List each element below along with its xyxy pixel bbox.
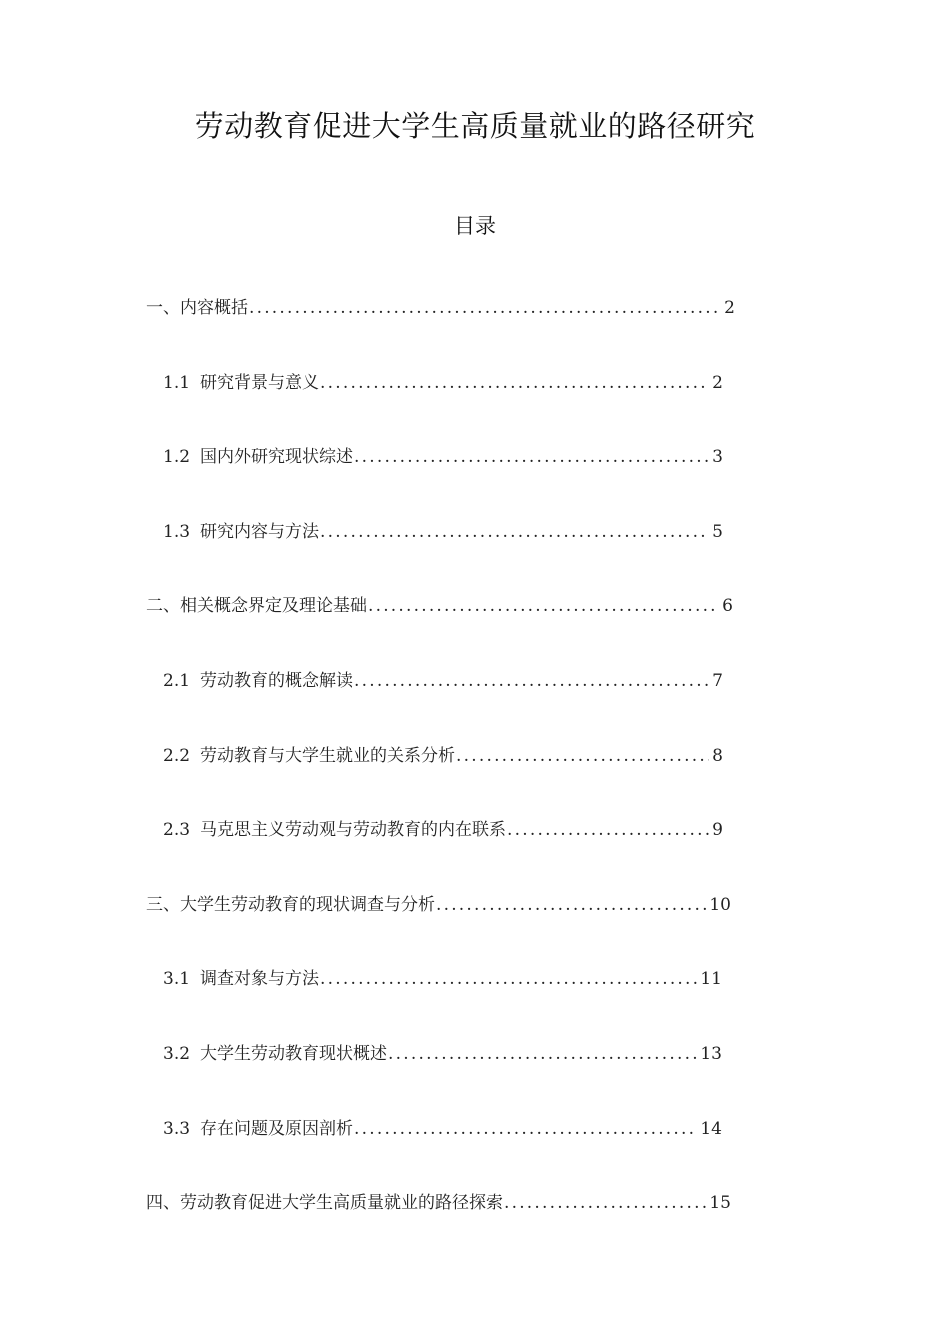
toc-entry[interactable]: [163, 371, 723, 395]
document-title: 劳动教育促进大学生高质量就业的路径研究: [194, 109, 756, 143]
toc-entry[interactable]: [163, 818, 723, 842]
toc-entry[interactable]: [163, 1117, 722, 1141]
toc-dot-leader: [320, 520, 709, 544]
toc-page-number: 9: [712, 820, 723, 841]
toc-dot-leader: [507, 818, 709, 842]
toc-entry[interactable]: [146, 594, 733, 618]
toc-entry-number: 2.2: [163, 745, 191, 766]
toc-page-number: 2: [712, 372, 723, 393]
toc-entry-label: [163, 520, 319, 544]
toc-entry-label: [146, 296, 248, 320]
toc-entry[interactable]: [163, 445, 723, 469]
toc-entry[interactable]: [163, 520, 723, 544]
toc-entry[interactable]: [163, 744, 723, 768]
toc-entry[interactable]: [146, 893, 731, 917]
toc-dot-leader: [436, 893, 706, 917]
toc-entry-label: [146, 1191, 503, 1215]
toc-entry-text: 存在问题及原因剖析: [200, 1118, 354, 1139]
toc-entry-text: 四、劳动教育促进大学生高质量就业的路径探索: [146, 1193, 503, 1214]
toc-entry-label: [163, 669, 353, 693]
toc-dot-leader: [354, 669, 709, 693]
toc-page-number: 2: [724, 298, 735, 318]
toc-entry-label: [163, 744, 455, 768]
toc-entry-number: 1.3: [163, 521, 191, 542]
toc-entry-number: 2.3: [163, 820, 191, 841]
toc-dot-leader: [320, 967, 697, 991]
toc-entry-label: [146, 893, 435, 917]
toc-dot-leader: [354, 445, 709, 469]
toc-page-number: 6: [722, 596, 733, 617]
toc-entry[interactable]: [146, 1191, 731, 1215]
toc-entry-text: 二、相关概念界定及理论基础: [146, 596, 367, 617]
toc-page-number: 13: [700, 1044, 722, 1064]
toc-entry-label: [163, 371, 319, 395]
toc-entry-label: [146, 594, 367, 618]
toc-entry-label: [163, 967, 319, 991]
toc-heading: 目录: [454, 214, 496, 238]
toc-entry-text: 研究背景与意义: [200, 372, 320, 393]
toc-entry-label: [163, 818, 506, 842]
toc-dot-leader: [388, 1042, 697, 1066]
toc-entry-text: 一、内容概括: [146, 298, 248, 318]
toc-dot-leader: [456, 744, 709, 768]
toc-page-number: 15: [709, 1193, 731, 1214]
toc-entry-text: 调查对象与方法: [200, 969, 320, 990]
toc-entry-number: 1.2: [163, 447, 191, 468]
toc-dot-leader: [504, 1191, 706, 1215]
toc-entry[interactable]: [163, 1042, 722, 1066]
toc-dot-leader: [320, 371, 709, 395]
toc-page-number: 5: [712, 521, 723, 542]
toc-entry-text: 国内外研究现状综述: [200, 447, 354, 468]
toc-entry-number: 3.2: [163, 1044, 191, 1064]
toc-dot-leader: [368, 594, 719, 618]
toc-page-number: 7: [712, 671, 723, 691]
toc-page-number: 14: [700, 1118, 722, 1139]
toc-page-number: 3: [712, 447, 723, 468]
toc-entry-number: 2.1: [163, 671, 191, 691]
toc-entry-number: 3.3: [163, 1118, 191, 1139]
toc-dot-leader: [249, 296, 721, 320]
toc-page-number: 8: [712, 745, 723, 766]
toc-entry-label: [163, 1117, 353, 1141]
toc-entry-label: [163, 445, 353, 469]
toc-entry[interactable]: [163, 967, 722, 991]
toc-entry-number: 1.1: [163, 372, 191, 393]
toc-entry[interactable]: [163, 669, 723, 693]
toc-entry-text: 三、大学生劳动教育的现状调查与分析: [146, 894, 435, 915]
toc-page-number: 10: [709, 894, 731, 915]
toc-page-number: 11: [700, 969, 722, 990]
toc-entry-number: 3.1: [163, 969, 191, 990]
toc-entry[interactable]: [146, 296, 735, 320]
toc-entry-text: 劳动教育与大学生就业的关系分析: [200, 745, 456, 766]
toc-entry-label: [163, 1042, 387, 1066]
toc-entry-text: 大学生劳动教育现状概述: [200, 1044, 388, 1064]
toc-dot-leader: [354, 1117, 697, 1141]
toc-entry-text: 劳动教育的概念解读: [200, 671, 354, 691]
toc-entry-text: 研究内容与方法: [200, 521, 320, 542]
toc-entry-text: 马克思主义劳动观与劳动教育的内在联系: [200, 820, 507, 841]
